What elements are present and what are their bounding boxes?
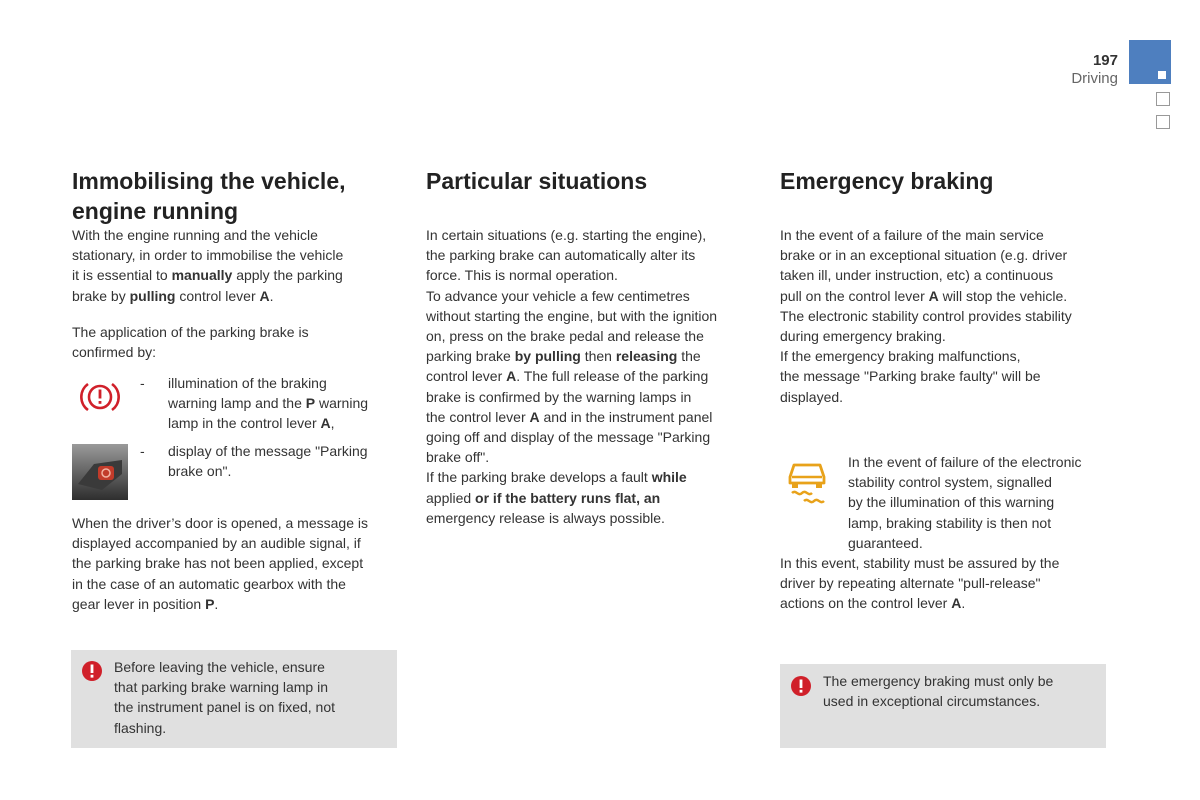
para-door-open	[72, 513, 406, 614]
text-line	[72, 286, 402, 306]
text-segment: .	[961, 595, 966, 612]
text-line: brake on".	[168, 463, 232, 480]
text-line	[168, 413, 398, 433]
text-line: The emergency braking must only be	[823, 673, 1054, 689]
bold-term: P	[305, 395, 316, 412]
para-immobilise-intro	[72, 225, 402, 306]
column-particular	[426, 166, 756, 196]
text-segment: warning	[315, 395, 369, 412]
text-segment: gear lever in position	[72, 595, 206, 612]
text-segment: applied	[426, 489, 472, 506]
warning-box-leaving	[71, 650, 397, 748]
text-segment: will stop the vehicle.	[938, 287, 1068, 304]
text-segment: If the parking brake develops a fault	[426, 469, 652, 486]
text-segment: apply the parking	[232, 267, 343, 284]
text-line: flashing.	[114, 719, 167, 736]
text-line	[426, 366, 766, 386]
text-line	[780, 286, 1120, 306]
text-segment: . The full release of the parking	[516, 368, 709, 385]
text-line: guaranteed.	[848, 534, 923, 551]
tab-marker	[1158, 71, 1166, 79]
text-line: In the event of failure of the electronic	[848, 454, 1082, 470]
para-emergency-braking	[780, 225, 1120, 407]
parking-brake-warning-icon	[80, 379, 120, 415]
text-line: brake is confirmed by the warning lamps in	[426, 388, 692, 405]
text-line: emergency release is always possible.	[426, 509, 665, 526]
text-line: stationary, in order to immobilise the vehicle	[72, 247, 344, 264]
text-segment: ,	[330, 415, 335, 432]
bold-term: P	[205, 595, 215, 612]
text-line: When the driver’s door is opened, a message is	[72, 515, 368, 531]
text-segment: .	[214, 595, 219, 612]
text-segment: .	[269, 287, 274, 304]
text-line: that parking brake warning lamp in	[114, 679, 329, 696]
text-segment: control lever	[426, 368, 507, 385]
text-line: To advance your vehicle a few centimetres	[426, 287, 690, 304]
heading-particular: Particular situations	[426, 168, 648, 194]
text-segment: then	[580, 348, 616, 365]
text-line: the parking brake can automatically alter its	[426, 247, 696, 264]
text-line: confirmed by:	[72, 344, 157, 361]
text-line: without starting the engine, but with the ignition	[426, 307, 718, 324]
column-immobilising	[72, 166, 402, 226]
text-segment: it is essential to	[72, 267, 172, 284]
control-lever-icon	[72, 444, 128, 500]
text-line: If the emergency braking malfunctions,	[780, 348, 1021, 365]
text-line: brake or in an exceptional situation (e.g. driver	[780, 247, 1068, 264]
stability-control-icon	[786, 459, 828, 505]
text-line: the parking brake has not been applied, except	[72, 555, 364, 572]
bold-term: A	[320, 415, 331, 432]
bold-term: manually	[171, 267, 233, 284]
heading-line-1: Immobilising the vehicle,	[72, 168, 346, 194]
item-illumination	[168, 373, 398, 434]
text-line: illumination of the braking	[168, 375, 327, 391]
text-line: the instrument panel is on fixed, not	[114, 699, 336, 716]
bold-term: releasing	[615, 348, 678, 365]
bold-term: while	[651, 469, 687, 486]
text-segment: and in the instrument panel	[539, 408, 713, 425]
text-line	[168, 393, 398, 413]
heading-line-2: engine running	[72, 198, 239, 224]
text-line	[426, 467, 766, 487]
text-line: during emergency braking.	[780, 328, 946, 345]
bold-term: or if the battery runs flat, an	[471, 489, 661, 506]
section-tab-active	[1129, 40, 1171, 84]
bold-term: A	[529, 408, 540, 425]
bold-term: A	[928, 287, 939, 304]
bold-term: A	[951, 595, 962, 612]
text-line	[780, 593, 1120, 613]
text-segment: warning lamp and the	[168, 395, 306, 412]
section-tab-empty-2	[1156, 115, 1170, 129]
text-line	[426, 488, 766, 508]
text-line: display of the message "Parking	[168, 443, 368, 459]
bullet-dash: -	[140, 443, 145, 459]
text-line: Before leaving the vehicle, ensure	[114, 659, 325, 675]
text-line: stability control system, signalled	[848, 474, 1052, 491]
text-segment: lamp in the control lever	[168, 415, 321, 432]
text-line: force. This is normal operation.	[426, 267, 618, 284]
text-segment: parking brake	[426, 348, 515, 365]
text-segment: actions on the control lever	[780, 595, 952, 612]
bold-term: A	[259, 287, 270, 304]
warning-text-emergency	[823, 671, 1093, 711]
bold-term: A	[506, 368, 517, 385]
text-line: In the event of a failure of the main service	[780, 227, 1044, 243]
bullet-dash: -	[140, 375, 145, 391]
text-line: In this event, stability must be assured by the	[780, 555, 1060, 571]
heading-emergency: Emergency braking	[780, 168, 994, 194]
text-line: on, press on the brake pedal and release the	[426, 328, 704, 345]
text-line: displayed.	[780, 388, 844, 405]
bold-term: by pulling	[514, 348, 581, 365]
warning-exclamation-icon	[81, 660, 103, 682]
text-line: lamp, braking stability is then not	[848, 514, 1052, 531]
text-line: in the case of an automatic gearbox with the	[72, 575, 346, 592]
para-particular-situations	[426, 225, 766, 528]
text-line: used in exceptional circumstances.	[823, 693, 1041, 710]
para-confirmed-by	[72, 322, 402, 362]
bold-term: pulling	[129, 287, 176, 304]
page-number: 197	[1092, 52, 1118, 69]
text-line: taken ill, under instruction, etc) a continuous	[780, 267, 1054, 284]
text-line: driver by repeating alternate "pull-release"	[780, 575, 1041, 592]
column-emergency	[780, 166, 1110, 196]
text-line	[426, 407, 766, 427]
warning-text-leaving	[114, 657, 384, 738]
para-stability	[780, 553, 1120, 614]
heading-immobilising	[72, 166, 402, 226]
text-line: displayed accompanied by an audible signal, if	[72, 535, 361, 552]
text-line: With the engine running and the vehicle	[72, 227, 318, 243]
text-segment: the	[677, 348, 701, 365]
text-segment: brake by	[72, 287, 130, 304]
text-line: brake off".	[426, 449, 490, 466]
text-line: In certain situations (e.g. starting the engine),	[426, 227, 707, 243]
text-line: The electronic stability control provides stability	[780, 307, 1072, 324]
section-tab-empty-1	[1156, 92, 1170, 106]
text-segment: the control lever	[426, 408, 530, 425]
text-segment: pull on the control lever	[780, 287, 929, 304]
section-title: Driving	[1071, 70, 1118, 87]
text-line	[426, 346, 766, 366]
text-line: going off and display of the message "Parking	[426, 429, 711, 446]
text-line	[72, 594, 406, 614]
text-line: The application of the parking brake is	[72, 324, 309, 340]
warning-box-emergency	[780, 664, 1106, 748]
warning-exclamation-icon	[790, 675, 812, 697]
text-segment: control lever	[175, 287, 260, 304]
text-line: the message "Parking brake faulty" will be	[780, 368, 1041, 385]
text-line	[72, 265, 402, 285]
text-line: by the illumination of this warning	[848, 494, 1055, 511]
item-message	[168, 441, 398, 481]
para-esc-failure	[848, 452, 1118, 553]
